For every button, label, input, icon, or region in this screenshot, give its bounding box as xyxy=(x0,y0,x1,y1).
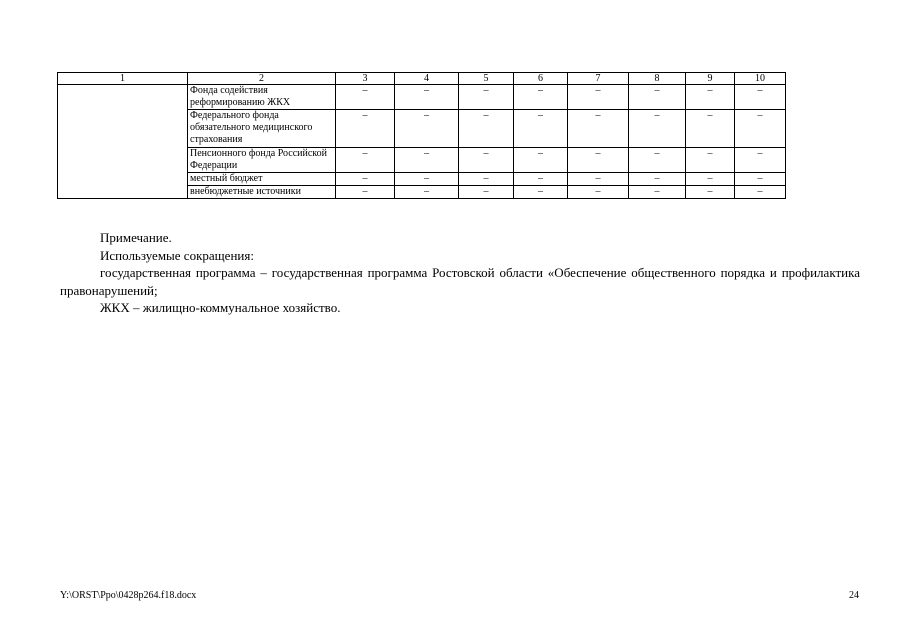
row-label: Федерального фонда обязательного медицинского страхования xyxy=(188,110,336,148)
table-cell: – xyxy=(395,173,459,186)
column-header: 2 xyxy=(188,73,336,85)
budget-table xyxy=(57,72,786,199)
table-cell: – xyxy=(686,148,735,173)
page-number: 24 xyxy=(849,590,859,601)
table-cell: – xyxy=(514,110,568,148)
table-cell: – xyxy=(336,110,395,148)
table-cell: – xyxy=(459,148,514,173)
table-cell: – xyxy=(459,110,514,148)
row-label: местный бюджет xyxy=(188,173,336,186)
table-cell: – xyxy=(395,85,459,110)
note-abbreviations-heading: Используемые сокращения: xyxy=(100,247,254,263)
table-cell: – xyxy=(336,148,395,173)
table-cell: – xyxy=(686,186,735,199)
table-cell: – xyxy=(629,148,686,173)
table-cell: – xyxy=(514,148,568,173)
table-cell: – xyxy=(686,110,735,148)
empty-merged-cell xyxy=(58,85,188,199)
column-header: 5 xyxy=(459,73,514,85)
column-header: 10 xyxy=(735,73,786,85)
note-abbreviation-program: государственная программа – государственная программа Ростовской области «Обеспечение общественного порядка и профилактика правонарушений; xyxy=(60,265,860,298)
table-cell: – xyxy=(686,173,735,186)
table-cell: – xyxy=(395,186,459,199)
table-cell: – xyxy=(336,186,395,199)
table-header-row xyxy=(58,73,786,85)
table-cell: – xyxy=(514,186,568,199)
table-cell: – xyxy=(568,148,629,173)
table-cell: – xyxy=(735,110,786,148)
table-cell: – xyxy=(459,186,514,199)
note-abbreviation-zhkh: ЖКХ – жилищно-коммунальное хозяйство. xyxy=(100,300,341,315)
column-header: 3 xyxy=(336,73,395,85)
table-row xyxy=(58,85,786,110)
table-cell: – xyxy=(735,173,786,186)
column-header: 8 xyxy=(629,73,686,85)
footer-file-path: Y:\ORST\Ppo\0428p264.f18.docx xyxy=(60,590,197,601)
table-cell: – xyxy=(629,85,686,110)
table-cell: – xyxy=(629,110,686,148)
table-cell: – xyxy=(735,85,786,110)
table-cell: – xyxy=(735,186,786,199)
table-cell: – xyxy=(514,173,568,186)
column-header: 9 xyxy=(686,73,735,85)
table-cell: – xyxy=(568,110,629,148)
table-cell: – xyxy=(568,186,629,199)
table-cell: – xyxy=(568,173,629,186)
row-label: внебюджетные источники xyxy=(188,186,336,199)
column-header: 1 xyxy=(58,73,188,85)
table-cell: – xyxy=(336,173,395,186)
table-cell: – xyxy=(336,85,395,110)
column-header: 4 xyxy=(395,73,459,85)
row-label: Пенсионного фонда Российской Федерации xyxy=(188,148,336,173)
table-cell: – xyxy=(514,85,568,110)
row-label: Фонда содействия реформированию ЖКХ xyxy=(188,85,336,110)
table-cell: – xyxy=(686,85,735,110)
column-header: 6 xyxy=(514,73,568,85)
table-cell: – xyxy=(459,85,514,110)
note-heading: Примечание. xyxy=(100,230,172,245)
table-cell: – xyxy=(459,173,514,186)
table-cell: – xyxy=(735,148,786,173)
table-cell: – xyxy=(629,173,686,186)
column-header: 7 xyxy=(568,73,629,85)
notes-section xyxy=(60,229,860,317)
table-cell: – xyxy=(629,186,686,199)
table-cell: – xyxy=(395,110,459,148)
table-cell: – xyxy=(568,85,629,110)
table-cell: – xyxy=(395,148,459,173)
